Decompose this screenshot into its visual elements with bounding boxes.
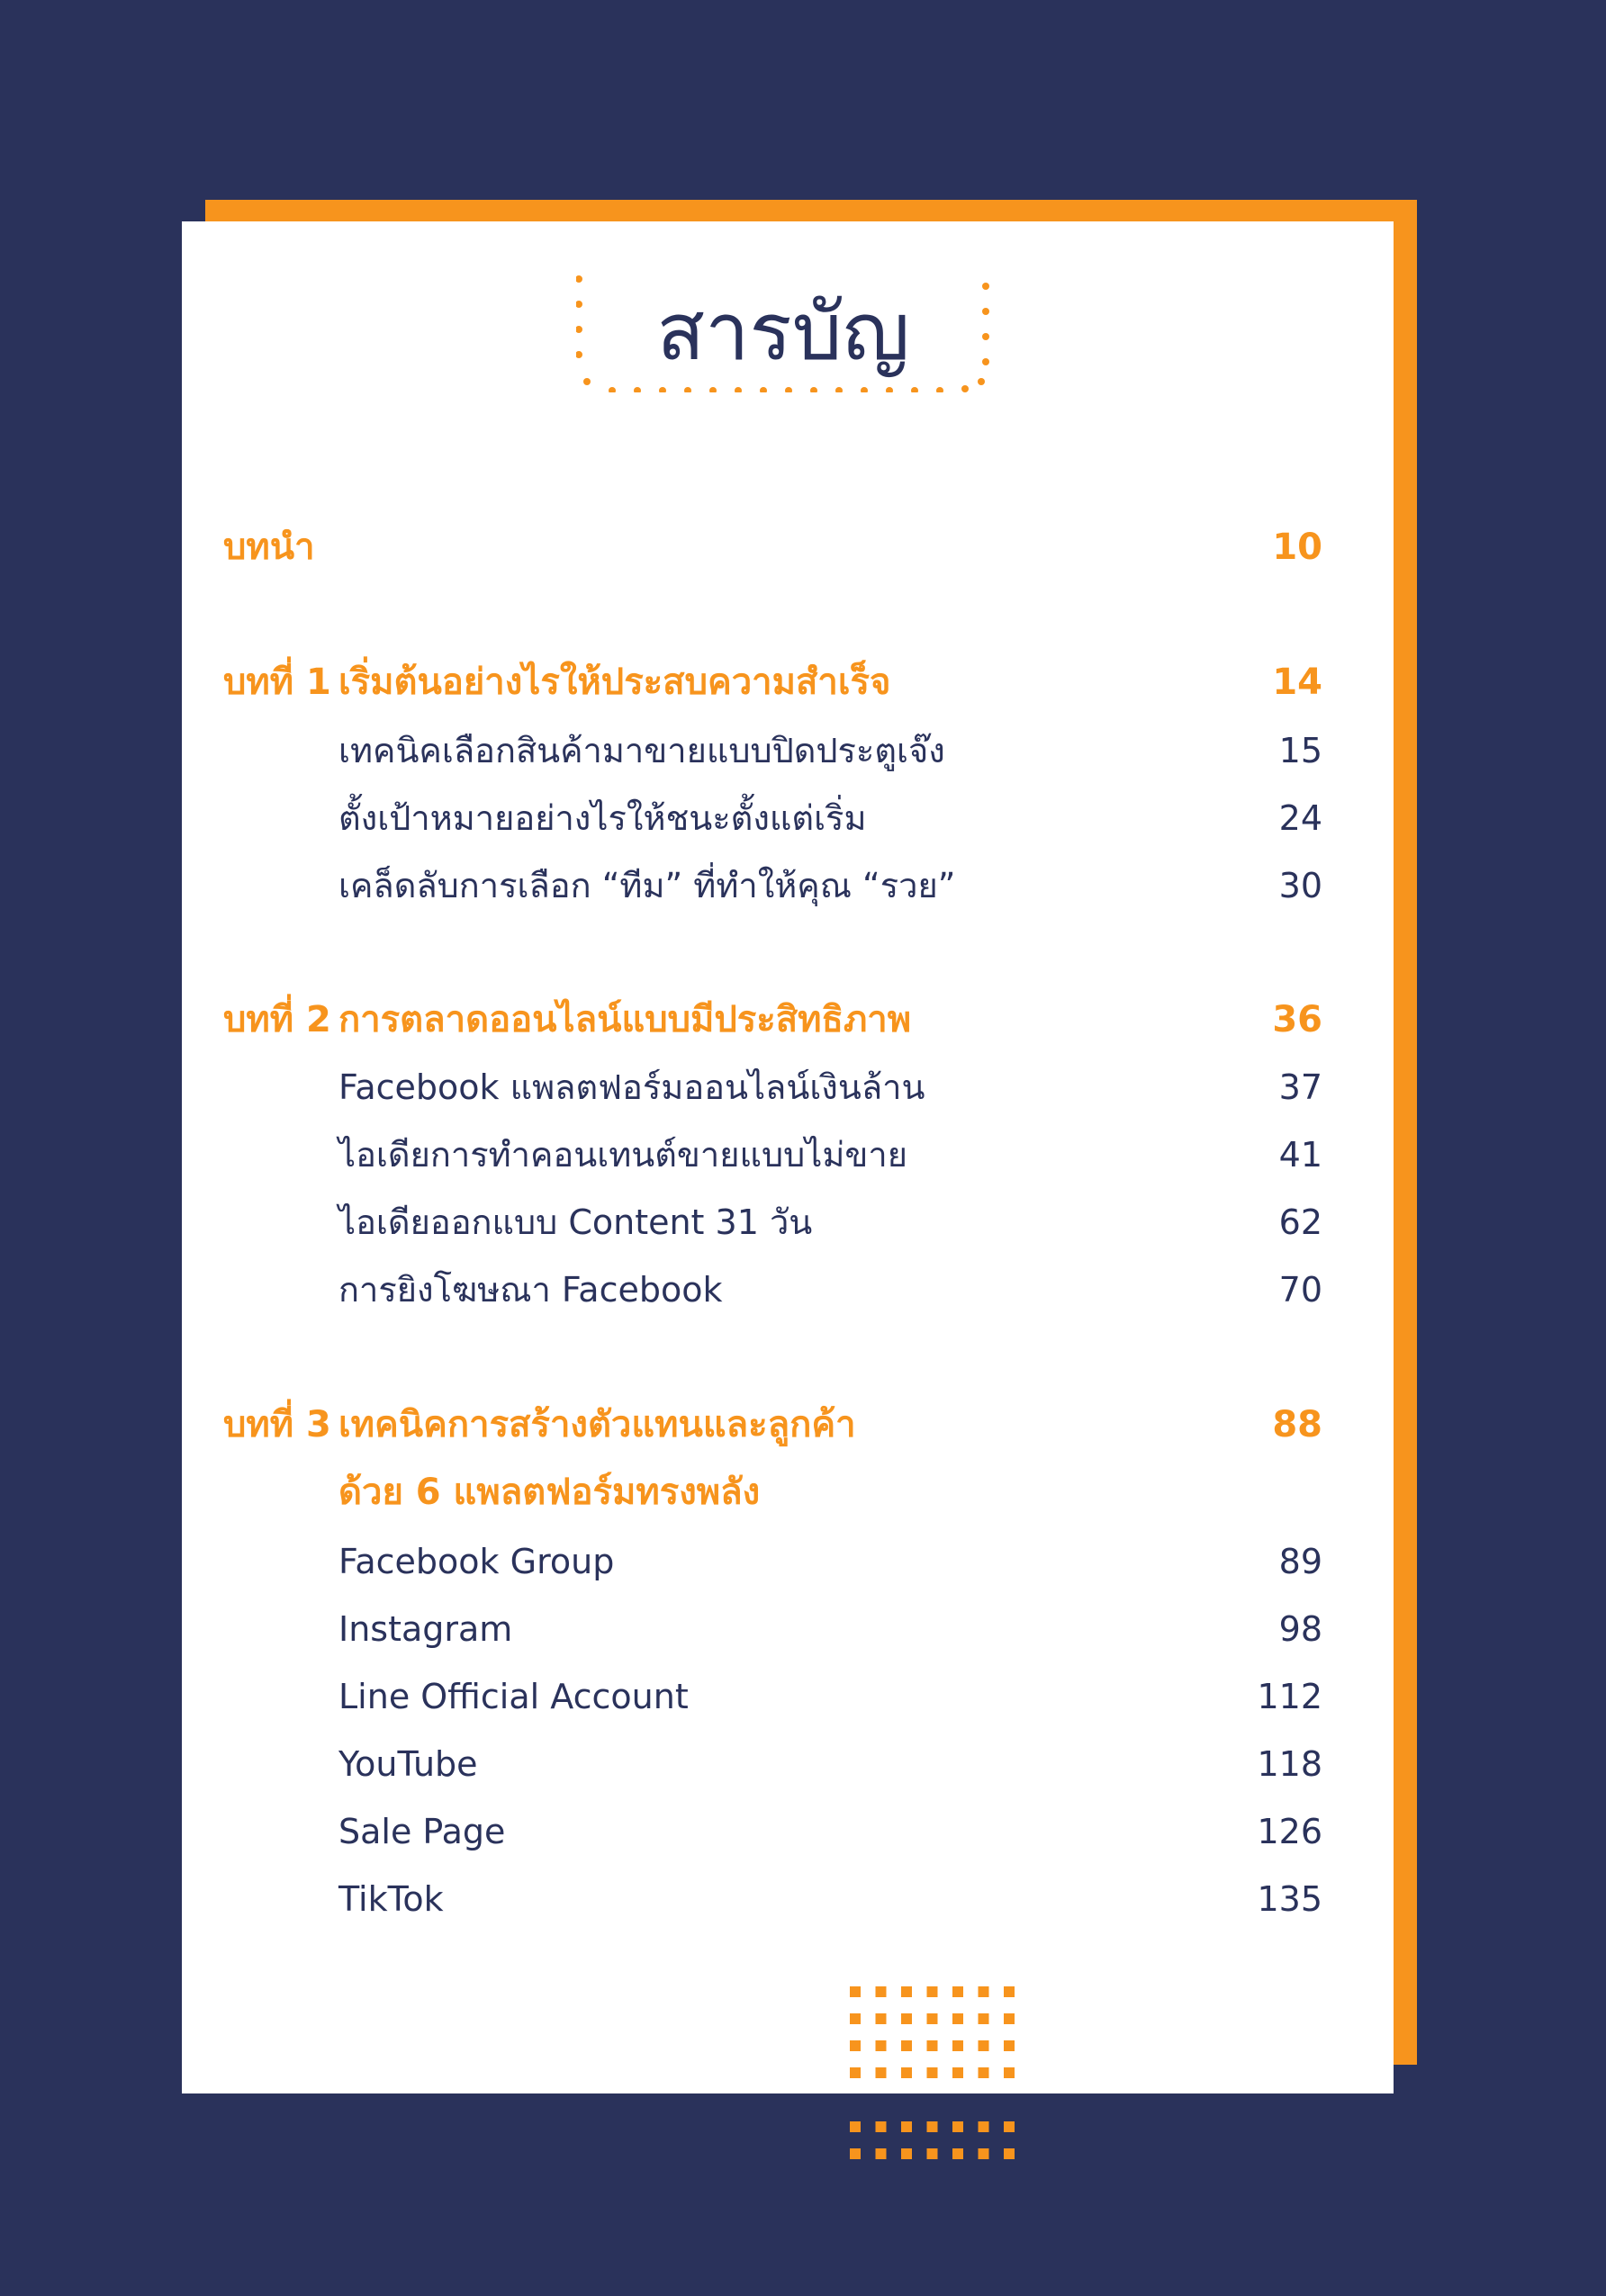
grid-dot	[901, 2121, 912, 2132]
grid-dot	[901, 2067, 912, 2078]
toc-page-number: 112	[1257, 1677, 1322, 1716]
toc-label: YouTube	[338, 1744, 478, 1784]
toc-row-item[interactable]	[0, 859, 1606, 913]
grid-dot	[850, 2067, 861, 2078]
grid-dot	[927, 2067, 938, 2078]
toc-page-number: 118	[1257, 1744, 1322, 1784]
grid-dot	[952, 2013, 963, 2024]
toc-label: Facebook Group	[338, 1542, 615, 1581]
grid-dot	[876, 2148, 887, 2159]
toc-label: เทคนิคเลือกสินค้ามาขายแบบปิดประตูเจ๊ง	[338, 731, 945, 770]
grid-dot	[927, 2040, 938, 2051]
toc-label: Instagram	[338, 1609, 513, 1649]
toc-label: การยิงโฆษณา Facebook	[338, 1270, 723, 1310]
chapter-prefix: บทที่ 3	[223, 1404, 331, 1445]
toc-row-item[interactable]	[0, 1737, 1606, 1791]
toc-page-number: 15	[1278, 731, 1322, 770]
grid-dot	[1004, 1986, 1015, 1997]
grid-dot	[1004, 2121, 1015, 2132]
grid-dot	[876, 2067, 887, 2078]
toc-page-number: 135	[1257, 1879, 1322, 1919]
grid-dot	[979, 2148, 989, 2159]
toc-row-item[interactable]	[0, 1872, 1606, 1926]
toc-page-number: 14	[1272, 662, 1322, 703]
grid-dot	[876, 2121, 887, 2132]
toc-row-intro[interactable]	[0, 520, 1606, 574]
toc-label: Line Official Account	[338, 1677, 689, 1716]
toc-row-item[interactable]	[0, 724, 1606, 778]
grid-dot	[927, 2148, 938, 2159]
grid-dot	[979, 2013, 989, 2024]
toc-page-number: 30	[1278, 866, 1322, 905]
grid-dot	[979, 2067, 989, 2078]
grid-dot	[850, 1986, 861, 1997]
decorative-dot-grid	[846, 1983, 1026, 2163]
toc-label: ไอเดียออกแบบ Content 31 วัน	[338, 1202, 813, 1242]
toc-page-number: 41	[1278, 1135, 1322, 1175]
toc-label: บทนำ	[223, 527, 315, 568]
toc-label: TikTok	[338, 1879, 444, 1919]
chapter-title: การตลาดออนไลน์แบบมีประสิทธิภาพ	[338, 999, 912, 1040]
toc-row-item[interactable]	[0, 1060, 1606, 1114]
chapter-title: เทคนิคการสร้างตัวแทนและลูกค้า	[338, 1404, 856, 1445]
toc-row-item[interactable]	[0, 1805, 1606, 1859]
toc-page-number: 62	[1278, 1202, 1322, 1242]
grid-dot	[901, 1986, 912, 1997]
toc-page-number: 126	[1257, 1812, 1322, 1851]
grid-dot	[979, 2121, 989, 2132]
toc-page-number: 36	[1272, 999, 1322, 1040]
grid-dot	[952, 2148, 963, 2159]
toc-page-number: 24	[1278, 798, 1322, 838]
grid-dot	[952, 1986, 963, 1997]
grid-dot	[850, 2040, 861, 2051]
grid-dot	[850, 2121, 861, 2132]
toc-page-number: 89	[1278, 1542, 1322, 1581]
grid-dot	[927, 2121, 938, 2132]
toc-label: ตั้งเป้าหมายอย่างไรให้ชนะตั้งแต่เริ่ม	[338, 798, 867, 838]
toc-row-item[interactable]	[0, 1602, 1606, 1656]
grid-dot	[979, 1986, 989, 1997]
grid-dot	[952, 2121, 963, 2132]
toc-row-item[interactable]	[0, 1670, 1606, 1724]
chapter-title: เริ่มต้นอย่างไรให้ประสบความสำเร็จ	[338, 662, 891, 703]
grid-dot	[952, 2067, 963, 2078]
toc-page-number: 98	[1278, 1609, 1322, 1649]
chapter-prefix: บทที่ 2	[223, 999, 331, 1040]
toc-row-chapter-3[interactable]	[0, 1398, 1606, 1452]
toc-row-item[interactable]	[0, 791, 1606, 845]
grid-dot	[850, 2148, 861, 2159]
grid-dot	[1004, 2148, 1015, 2159]
toc-row-chapter-1[interactable]	[0, 655, 1606, 709]
grid-dot	[901, 2148, 912, 2159]
toc-row-item[interactable]	[0, 1535, 1606, 1589]
toc-row-item[interactable]	[0, 1263, 1606, 1317]
grid-dot	[1004, 2013, 1015, 2024]
toc-page-number: 10	[1272, 527, 1322, 568]
toc-label: ไอเดียการทำคอนเทนต์ขายแบบไม่ขาย	[338, 1135, 907, 1175]
grid-dot	[876, 2013, 887, 2024]
grid-dot	[927, 1986, 938, 1997]
toc-row-chapter-2[interactable]	[0, 993, 1606, 1047]
toc-label: เคล็ดลับการเลือก “ทีม” ที่ทำให้คุณ “รวย”	[338, 866, 956, 905]
toc-row-item[interactable]	[0, 1195, 1606, 1249]
grid-dot	[1004, 2067, 1015, 2078]
grid-dot	[901, 2040, 912, 2051]
toc-row-chapter-3-line2	[0, 1465, 1606, 1519]
toc-page-number: 88	[1272, 1404, 1322, 1445]
grid-dot	[979, 2040, 989, 2051]
grid-dot	[901, 2013, 912, 2024]
grid-dot	[876, 2040, 887, 2051]
toc-label: Facebook แพลตฟอร์มออนไลน์เงินล้าน	[338, 1067, 925, 1107]
grid-dot	[927, 2013, 938, 2024]
grid-dot	[952, 2040, 963, 2051]
toc-page-number: 70	[1278, 1270, 1322, 1310]
page-title: สารบัญ	[656, 285, 910, 378]
toc-label: Sale Page	[338, 1812, 506, 1851]
toc-row-item[interactable]	[0, 1128, 1606, 1182]
grid-dot	[850, 2013, 861, 2024]
chapter-prefix: บทที่ 1	[223, 662, 331, 703]
grid-dot	[1004, 2040, 1015, 2051]
grid-dot	[876, 1986, 887, 1997]
chapter-title-line2: ด้วย 6 แพลตฟอร์มทรงพลัง	[338, 1472, 761, 1513]
toc-page-number: 37	[1278, 1067, 1322, 1107]
